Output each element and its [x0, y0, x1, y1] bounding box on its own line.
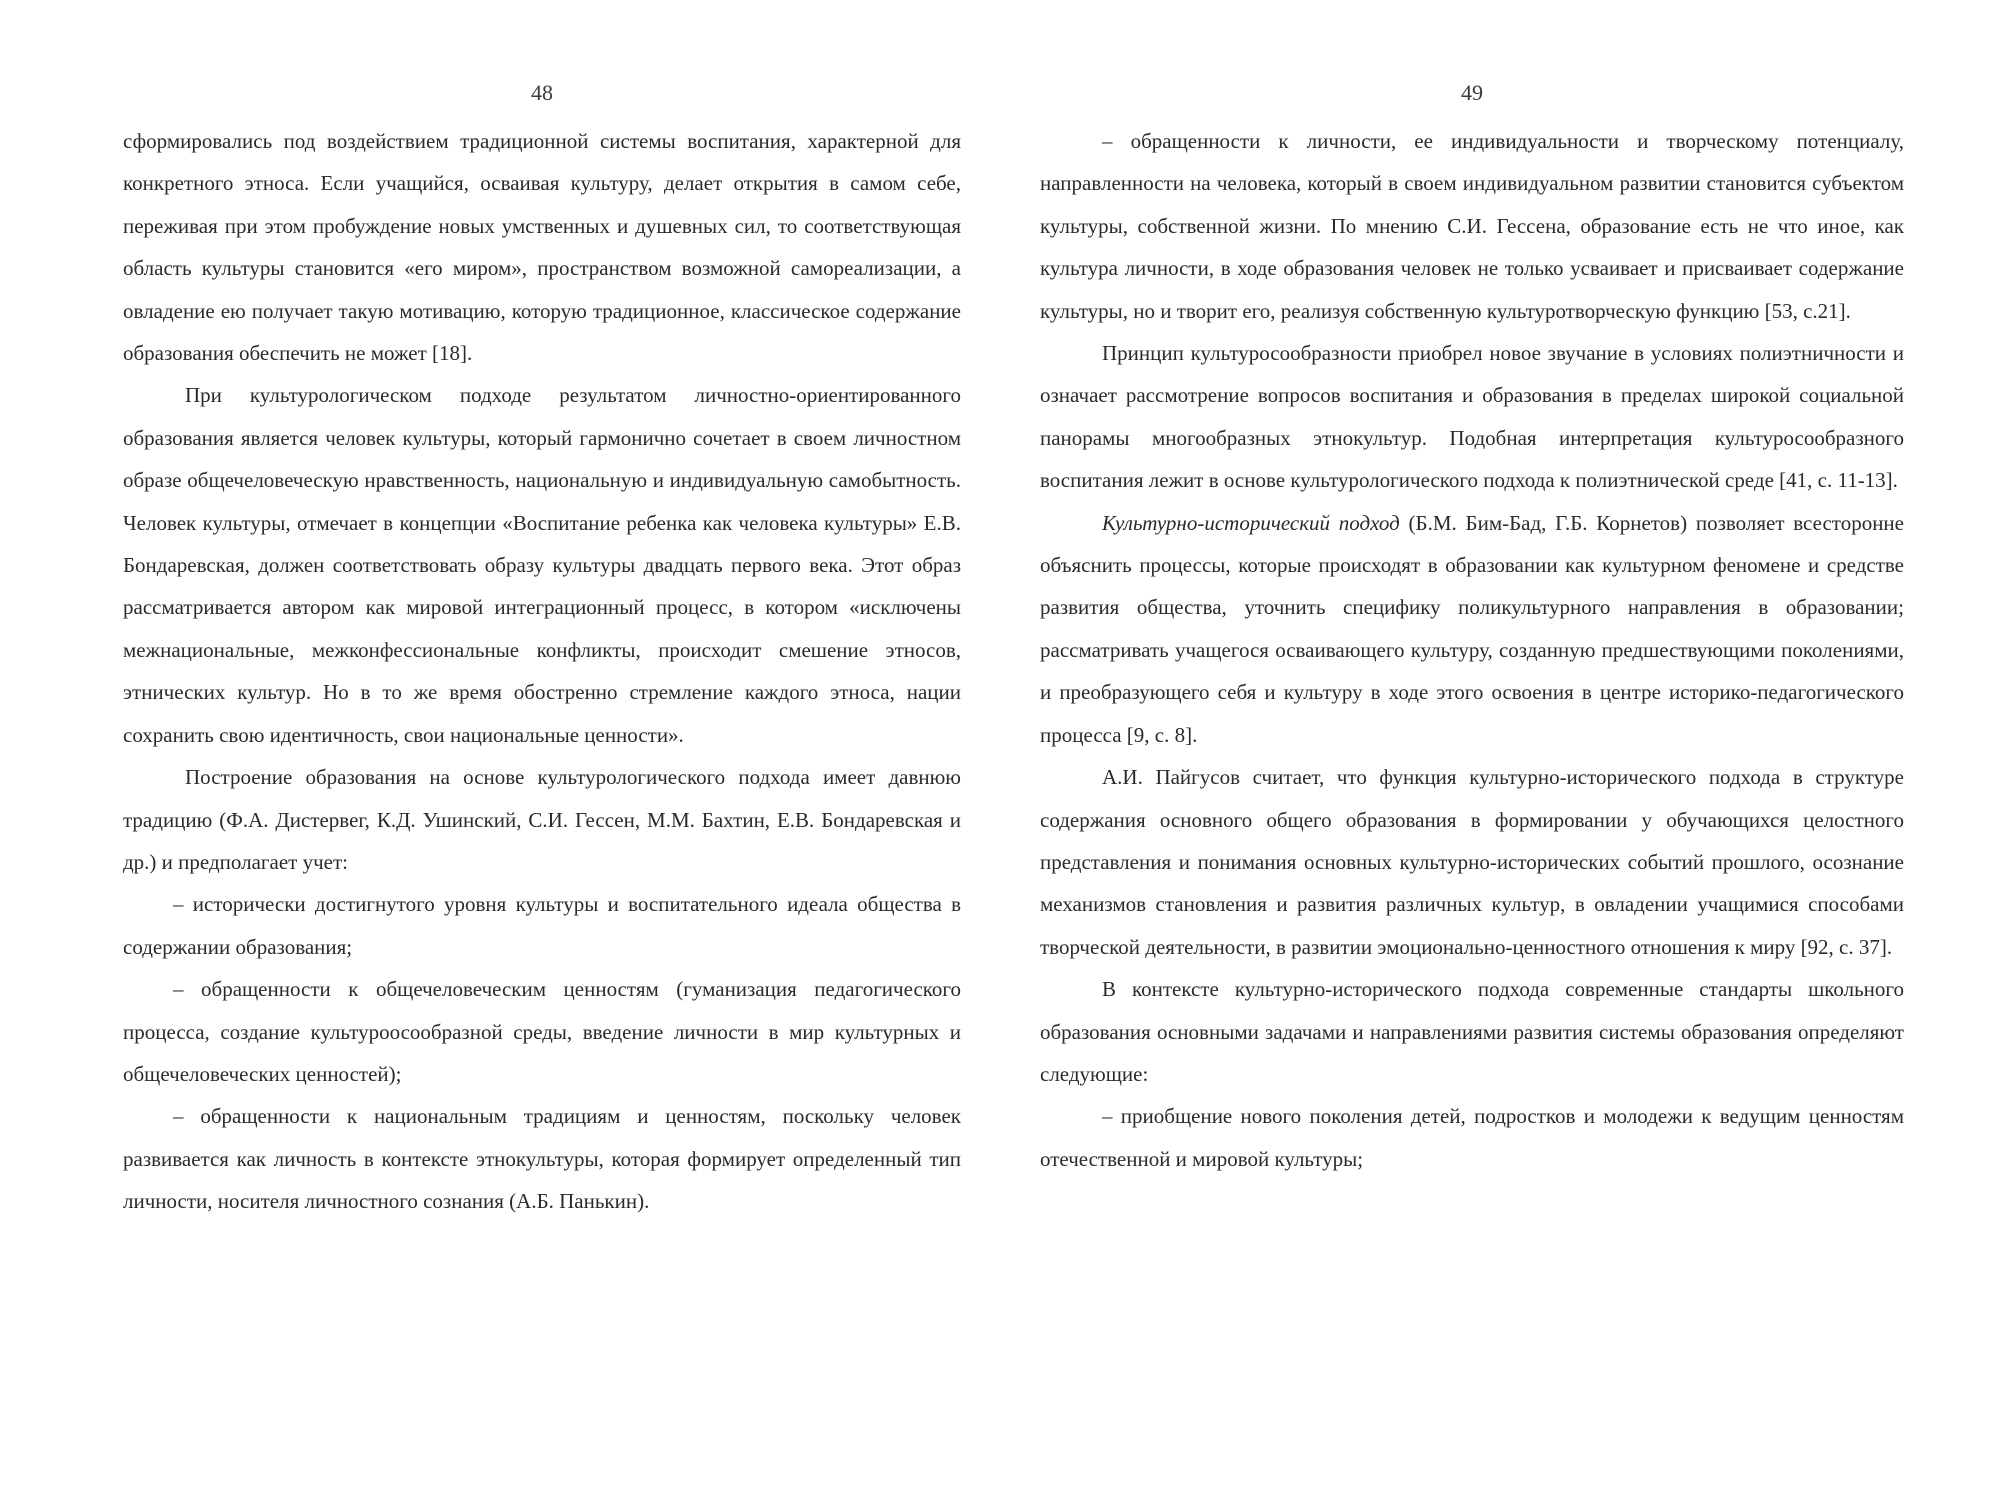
page-number-left: 48 [531, 80, 553, 105]
paragraph: сформировались под воздействием традиционной системы воспитания, характерной для конкретного этноса. Если учащийся, осваивая культуру, делает открытия в самом себе, переживая при этом пробуждение новых умственных и душевных сил, то соответствующая область культуры становится «его миром», пространством возможной самореализации, а овладение ею получает такую мотивацию, которую традиционное, классическое содержание образования обеспечить не может [18]. [123, 129, 961, 366]
list-item: – исторически достигнутого уровня культуры и воспитательного идеала общества в содержании образования; [123, 892, 961, 959]
italic-lead: Культурно-исторический подход [1102, 510, 1400, 535]
list-item: – приобщение нового поколения детей, подростков и молодежи к ведущим ценностям отечественной и мировой культуры; [1040, 1104, 1904, 1171]
paragraph: А.И. Пайгусов считает, что функция культурно-исторического подхода в структуре содержания основного общего образования в формировании у обучающихся целостного представления и понимания основных культурно-исторических событий прошлого, осознание механизмов становления и развития различных культур, в овладении учащимися способами творческой деятельности, в развитии эмоционально-ценностного отношения к миру [92, с. 37]. [1040, 765, 1904, 959]
list-item: – обращенности к личности, ее индивидуальности и творческому потенциалу, направленности на человека, который в своем индивидуальном развитии становится субъектом культуры, собственной жизни. По мнению С.И. Гессена, образование есть не что иное, как культура личности, в ходе образования человек не только усваивает и присваивает содержание культуры, но и творит его, реализуя собственную культуротворческую функцию [53, с.21]. [1040, 129, 1904, 323]
paragraph [1040, 502, 1904, 756]
paragraph: Построение образования на основе культурологического подхода имеет давнюю традицию (Ф.А. Дистервег, К.Д. Ушинский, С.И. Гессен, М.М. Бахтин, Е.В. Бондаревская и др.) и предполагает учет: [123, 765, 961, 874]
right-page-text [1040, 120, 1904, 1180]
list-item: – обращенности к общечеловеческим ценностям (гуманизация педагогического процесса, создание культуроосообразной среды, введение личности в мир культурных и общечеловеческих ценностей); [123, 977, 961, 1086]
paragraph: Принцип культуросообразности приобрел новое звучание в условиях полиэтничности и означает рассмотрение вопросов воспитания и образования в пределах широкой социальной панорамы многообразных этнокультур. Подобная интерпретация культуросообразного воспитания лежит в основе культурологического подхода к полиэтнической среде [41, с. 11-13]. [1040, 341, 1904, 493]
left-page-text [123, 120, 961, 1223]
paragraph: В контексте культурно-исторического подхода современные стандарты школьного образования основными задачами и направлениями развития системы образования определяют следующие: [1040, 977, 1904, 1086]
page-number-right: 49 [1461, 80, 1483, 105]
paragraph: При культурологическом подходе результатом личностно-ориентированного образования является человек культуры, который гармонично сочетает в своем личностном образе общечеловеческую нравственность, национальную и индивидуальную самобытность. Человек культуры, отмечает в концепции «Воспитание ребенка как человека культуры» Е.В. Бондаревская, должен соответствовать образу культуры двадцать первого века. Этот образ рассматривается автором как мировой интеграционный процесс, в котором «исключены межнациональные, межконфессиональные конфликты, происходит смешение этносов, этнических культур. Но в то же время обостренно стремление каждого этноса, нации сохранить свою идентичность, свои национальные ценности». [123, 383, 961, 747]
list-item: – обращенности к национальным традициям и ценностям, поскольку человек развивается как личность в контексте этнокультуры, которая формирует определенный тип личности, носителя личностного сознания (А.Б. Панькин). [123, 1104, 961, 1214]
right-page [1040, 0, 1904, 1495]
left-page [123, 0, 961, 1495]
paragraph-text: (Б.М. Бим-Бад, Г.Б. Корнетов) позволяет всесторонне объяснить процессы, которые происходят в образовании как культурном феномене и средстве развития общества, уточнить специфику поликультурного направления в образовании; рассматривать учащегося осваивающего культуру, созданную предшествующими поколениями, и преобразующего себя и культуру в ходе этого освоения в центре историко-педагогического процесса [9, с. 8]. [1040, 510, 1904, 747]
